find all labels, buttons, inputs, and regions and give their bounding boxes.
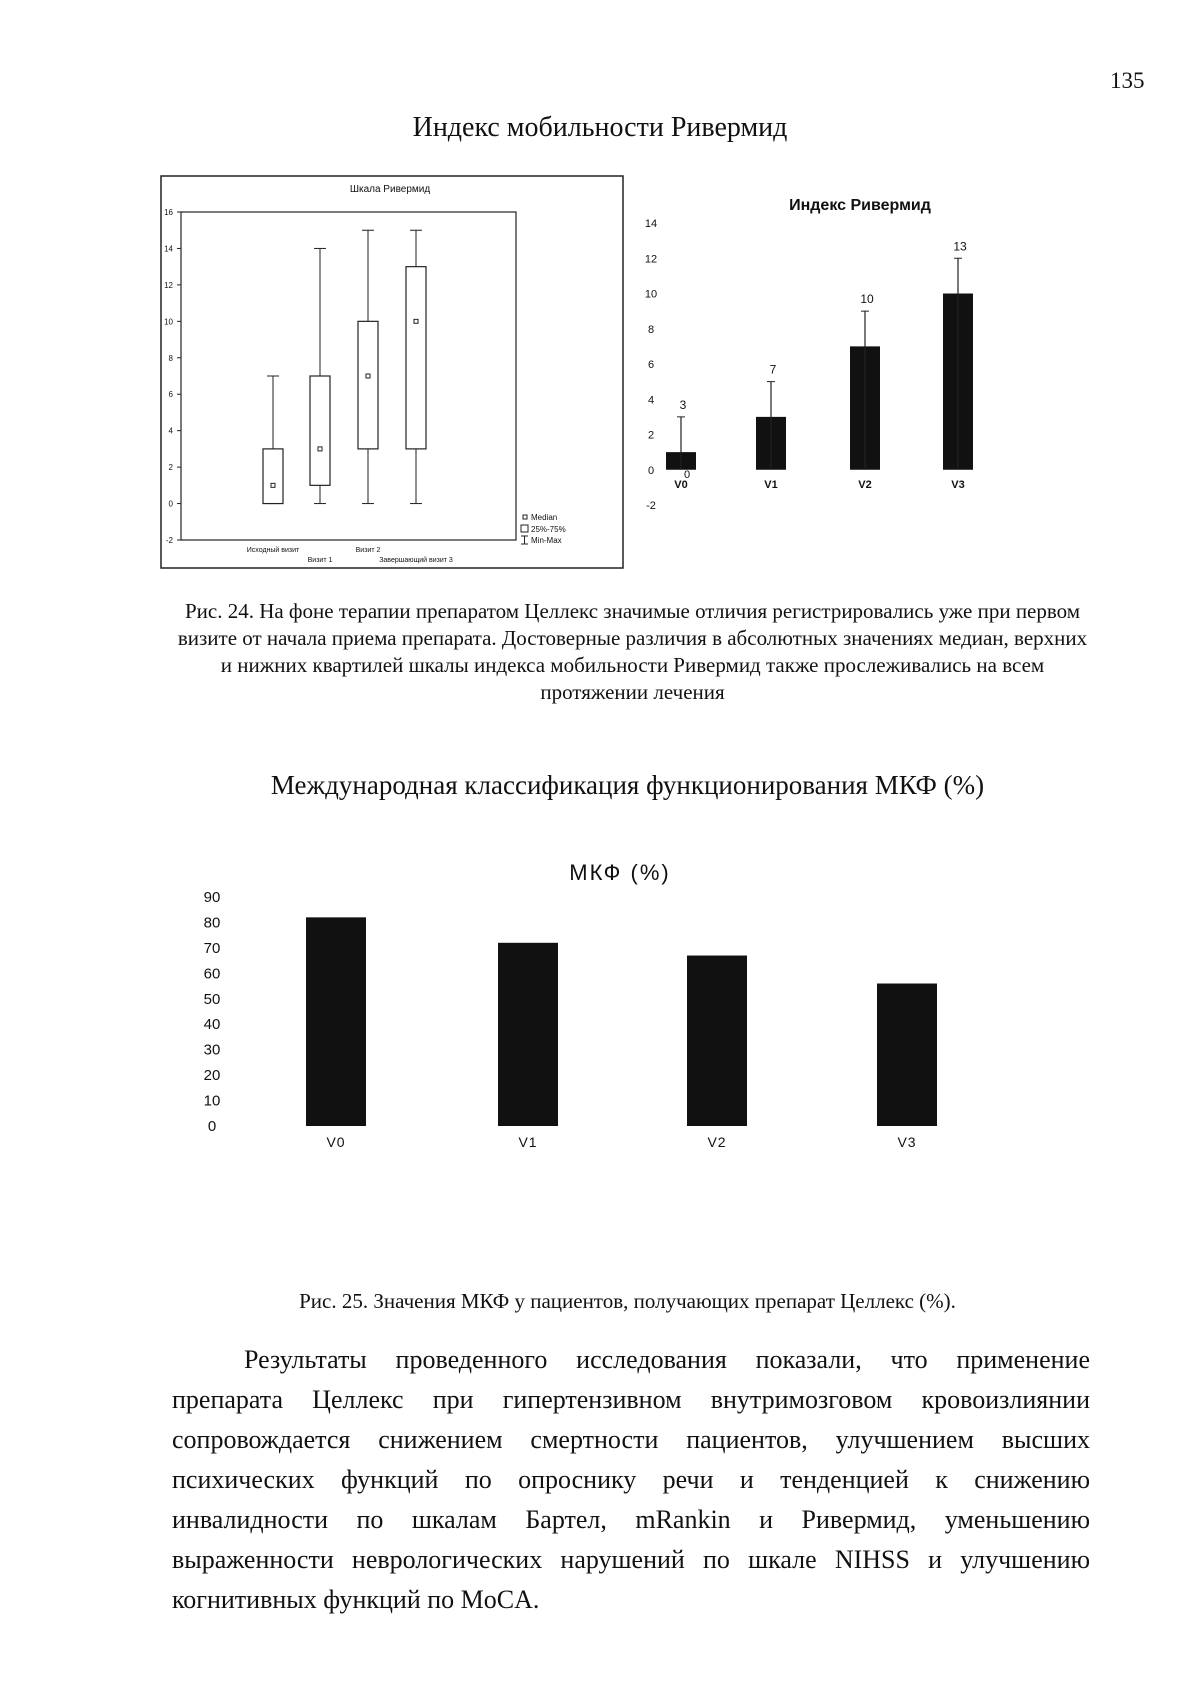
- rivermead-index-y-axis: [645, 218, 657, 512]
- boxplot-x-label: Визит 2: [355, 547, 381, 554]
- boxplot-outer-frame: [161, 176, 623, 568]
- icf-y-tick-label: 90: [203, 889, 221, 906]
- rivermead-max-label: 13: [953, 239, 967, 254]
- boxplot-x-label: Исходный визит: [246, 547, 300, 554]
- icf-bars: [306, 917, 937, 1126]
- rivermead-y-tick-label: 12: [645, 253, 658, 266]
- icf-x-label: V1: [518, 1134, 538, 1150]
- boxplot-legend: [521, 513, 566, 545]
- boxplot-y-tick-label: 10: [164, 317, 173, 327]
- icf-y-axis: [204, 889, 221, 1135]
- icf-bar-v2: [687, 956, 747, 1126]
- icf-x-label: V0: [326, 1134, 346, 1150]
- icf-bar-v0: [306, 917, 366, 1126]
- rivermead-x-label: V2: [858, 479, 872, 491]
- rivermead-y-tick-label: -2: [646, 500, 656, 512]
- box-quartile-rect: [358, 321, 378, 449]
- boxplot-x-label: Визит 1: [307, 557, 333, 564]
- rivermead-y-tick-label: 4: [647, 394, 655, 407]
- legend-median-icon: [523, 515, 527, 519]
- icf-x-label: V3: [897, 1134, 917, 1150]
- rivermead-max-label: 10: [860, 292, 874, 307]
- rivermead-min-label: 0: [683, 468, 691, 481]
- icf-x-axis: [326, 1134, 916, 1150]
- icf-bar-v3: [877, 984, 937, 1126]
- icf-y-tick-label: 80: [203, 914, 221, 932]
- boxplot-y-tick-label: 16: [164, 208, 173, 217]
- rivermead-y-tick-label: 2: [647, 429, 655, 442]
- boxplot-y-axis: [164, 208, 181, 545]
- icf-y-tick-label: 30: [203, 1041, 221, 1059]
- icf-y-tick-label: 40: [203, 1016, 221, 1034]
- boxplot-y-tick-label: 14: [164, 244, 173, 254]
- rivermead-x-label: V1: [764, 479, 778, 491]
- icf-x-label: V2: [707, 1134, 727, 1150]
- legend-quartiles: 25%-75%: [531, 525, 566, 534]
- rivermead-index-barchart: [645, 180, 1065, 560]
- boxplot-x-axis: [247, 546, 453, 564]
- rivermead-index-bars: [666, 239, 973, 481]
- boxplot-title: Шкала Ривермид: [349, 184, 431, 195]
- rivermead-index-x-axis: [674, 479, 964, 491]
- results-paragraph: Результаты проведенного исследования показали, что применение препарата Целлекс при гипертензивном внутримозговом кровоизлиянии сопровождается снижением смертности пациентов, улучшением высших психических функций по опроснику речи и тенденцией к снижению инвалидности по шкалам Бартел, mRankin и Ривермид, уменьшению выраженности неврологических нарушений по шкале NIHSS и улучшению когнитивных функций по MoCA.: [172, 1345, 1090, 1614]
- boxplot-y-tick-label: 0: [168, 499, 173, 509]
- boxplot-y-tick-label: 2: [168, 463, 173, 473]
- rivermead-index-title: Индекс Ривермид: [789, 197, 931, 214]
- box-quartile-rect: [310, 376, 330, 485]
- icf-y-tick-label: 50: [203, 990, 221, 1008]
- icf-barchart: [190, 840, 1040, 1270]
- rivermead-x-label: V0: [674, 479, 688, 491]
- rivermead-y-tick-label: 6: [647, 359, 655, 371]
- rivermead-y-tick-label: 14: [645, 218, 658, 230]
- rivermead-max-label: 7: [769, 362, 777, 377]
- icf-y-tick-label: 10: [203, 1092, 221, 1110]
- icf-bar-v1: [498, 943, 558, 1126]
- rivermead-y-tick-label: 0: [647, 464, 655, 477]
- boxplot-x-label: Завершающий визит 3: [379, 557, 453, 564]
- boxplot-plot-area: [181, 212, 516, 540]
- rivermead-y-tick-label: 8: [647, 323, 655, 336]
- icf-y-tick-label: 70: [203, 939, 221, 957]
- boxplot-y-tick-label: 4: [168, 426, 173, 436]
- figure-25-caption: Рис. 25. Значения МКФ у пациентов, получающих препарат Целлекс (%).: [299, 1289, 956, 1313]
- legend-minmax: Min-Max: [531, 536, 562, 545]
- rivermead-max-label: 3: [679, 397, 687, 412]
- section-title-rivermead: Индекс мобильности Ривермид: [412, 112, 788, 143]
- rivermead-boxplot: [155, 172, 627, 572]
- legend-box-icon: [521, 525, 528, 532]
- box-quartile-rect: [263, 449, 283, 504]
- icf-y-tick-label: 20: [203, 1067, 221, 1085]
- boxplot-boxes: [263, 230, 426, 503]
- icf-chart-title: МКФ (%): [569, 860, 671, 885]
- boxplot-y-tick-label: 6: [168, 390, 173, 400]
- boxplot-y-tick-label: 12: [164, 280, 173, 290]
- section-title-icf: Международная классификация функционирования МКФ (%): [270, 770, 985, 800]
- rivermead-x-label: V3: [951, 479, 965, 491]
- box-quartile-rect: [406, 267, 426, 449]
- icf-y-tick-label: 0: [207, 1118, 217, 1135]
- boxplot-y-tick-label: 8: [168, 353, 173, 363]
- boxplot-y-tick-label: -2: [165, 536, 173, 545]
- icf-y-tick-label: 60: [203, 965, 221, 983]
- rivermead-y-tick-label: 10: [645, 288, 658, 301]
- legend-median: Median: [531, 513, 558, 522]
- figure-24-caption: Рис. 24. На фоне терапии препаратом Целлекс значимые отличия регистрировались уже при первом визите от начала приема препарата. Достоверные различия в абсолютных значениях медиан, верхних и нижних квартилей шкалы индекса мобильности Ривермид также прослеживались на всем протяжении лечения: [177, 599, 1088, 704]
- page-number: 135: [1110, 68, 1145, 93]
